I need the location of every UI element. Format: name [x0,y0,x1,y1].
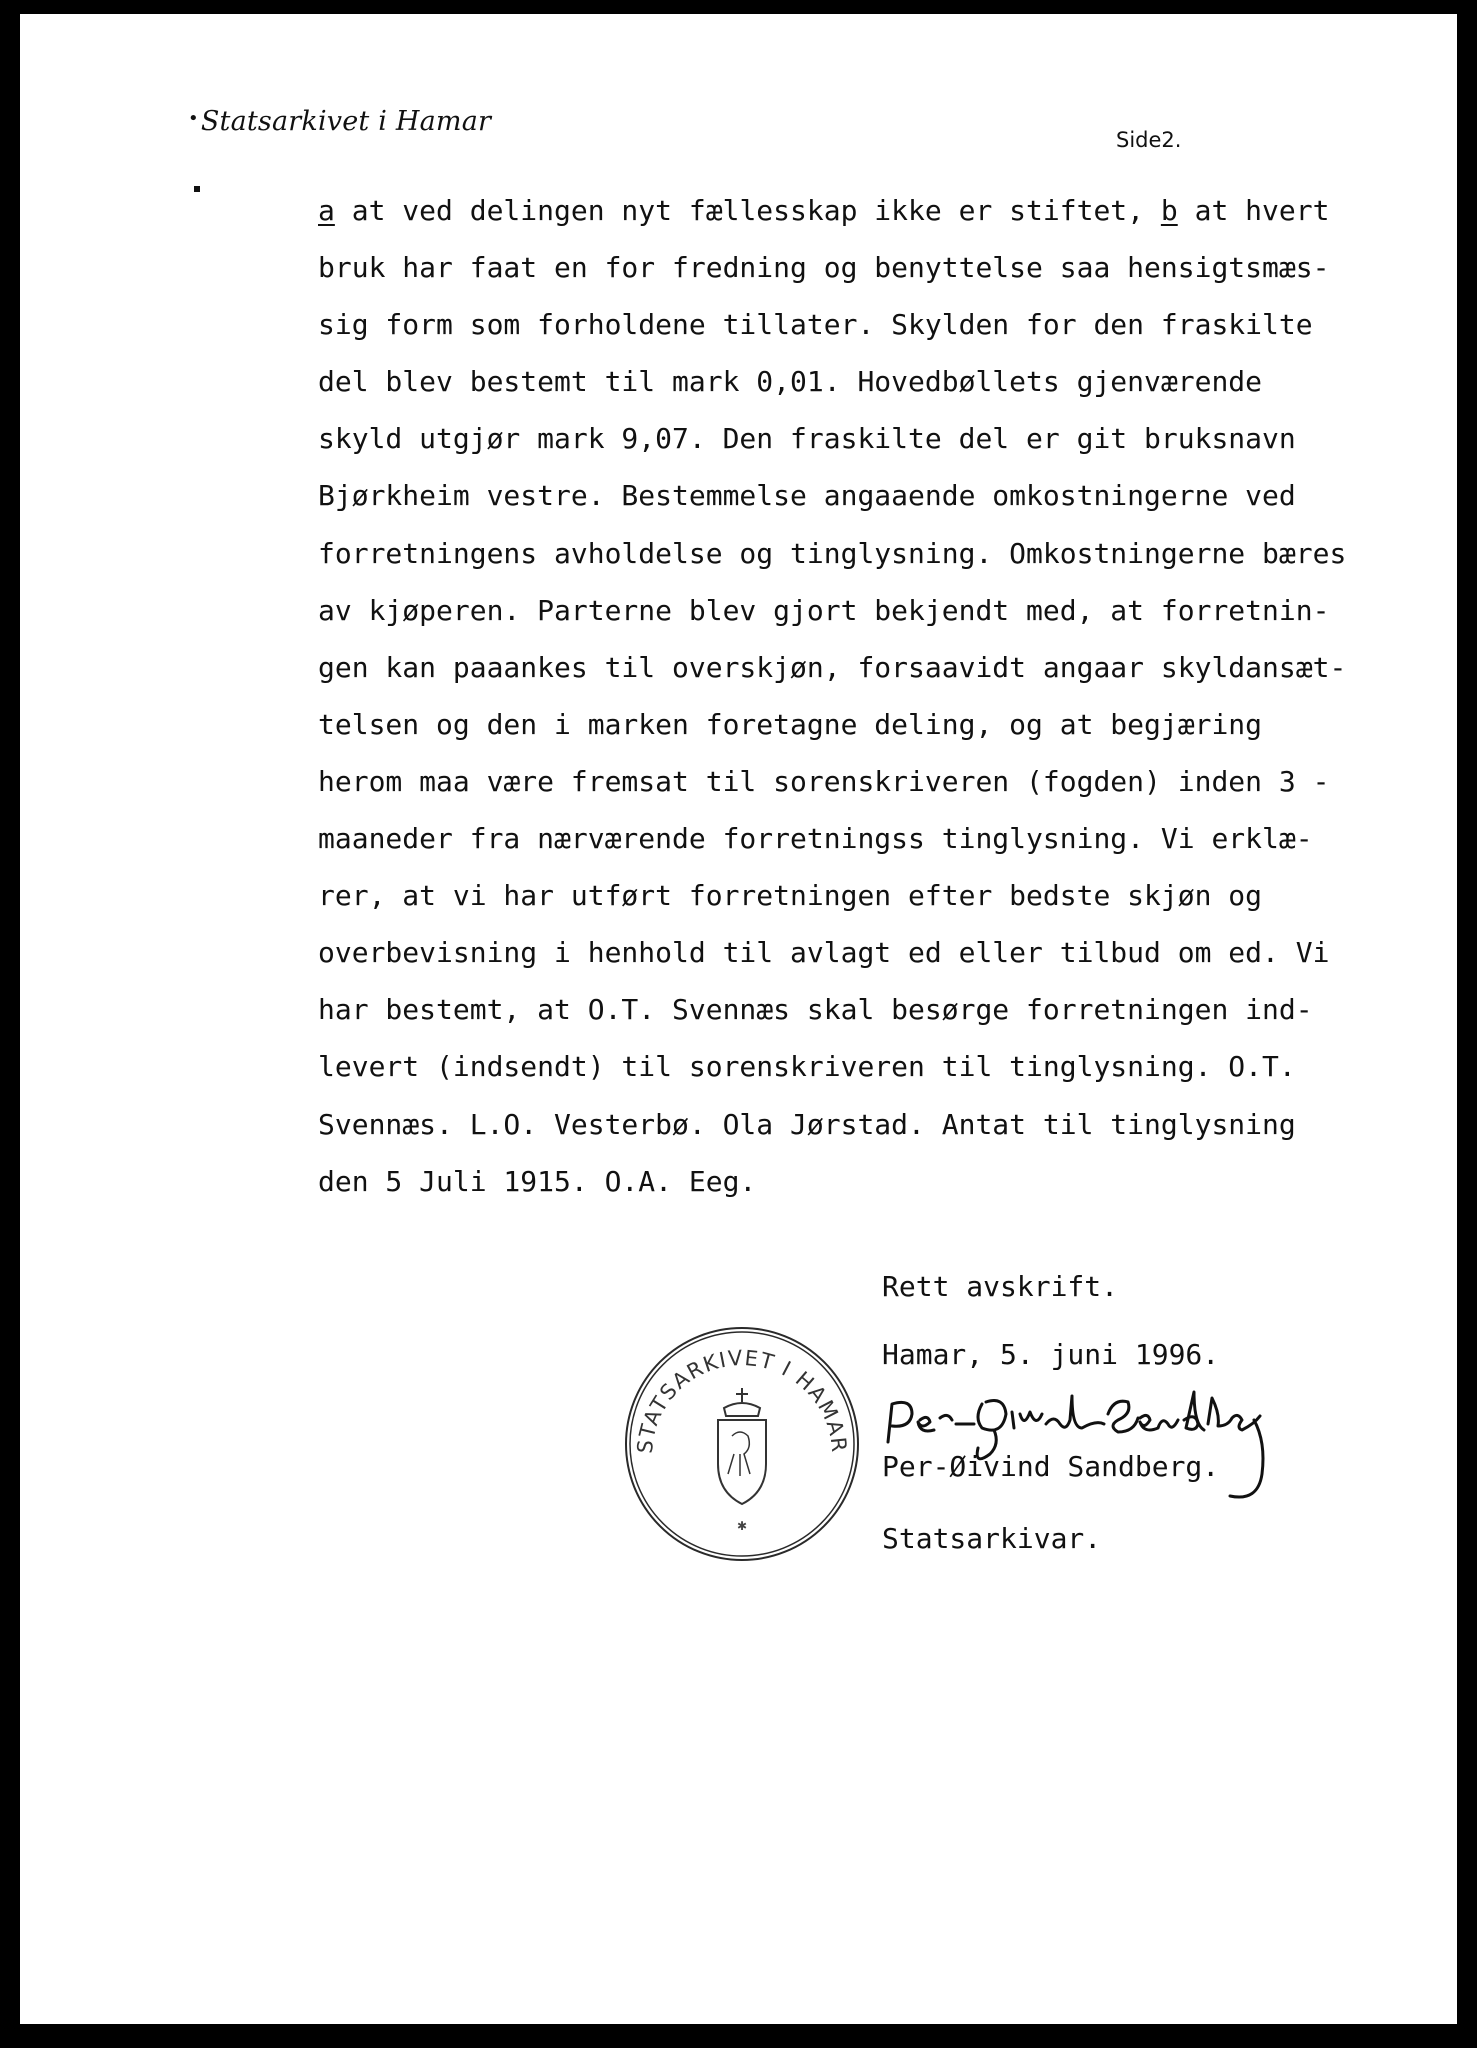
stamp-star-icon: ✱ [736,1519,748,1533]
archive-header [188,106,491,137]
text-segment: maaneder fra nærværende forretningss tinglysning. Vi erklæ- [318,822,1313,856]
body-line [318,1153,1378,1210]
body-line [318,753,1378,810]
body-line [318,239,1378,296]
coat-of-arms-icon [718,1388,766,1504]
text-segment: herom maa være fremsat til sorenskriveren (fogden) inden 3 - [318,764,1330,798]
body-line [318,182,1378,239]
body-line [318,867,1378,924]
body-line [318,1038,1378,1095]
text-segment: levert (indsendt) til sorenskriveren til tinglysning. O.T. [318,1050,1296,1084]
text-segment: har bestemt, at O.T. Svennæs skal besørge forretningen ind- [318,993,1313,1027]
text-segment: skyld utgjør mark 9,07. Den fraskilte del er git bruksnavn [318,422,1296,456]
place-date-line: Hamar, 5. juni 1996. [882,1338,1220,1371]
certification-line: Rett avskrift. [882,1270,1119,1303]
signatory-title: Statsarkivar. [882,1522,1102,1555]
body-line [318,467,1378,524]
header-bullet: • [188,108,199,129]
signatory-name: Per-Øivind Sandberg. [882,1450,1220,1483]
underlined-item-marker: a [318,194,335,227]
document-page [20,14,1457,2024]
margin-mark [194,186,200,192]
body-line [318,582,1378,639]
text-segment: del blev bestemt til mark 0,01. Hovedbøllets gjenværende [318,365,1263,399]
text-segment: Svennæs. L.O. Vesterbø. Ola Jørstad. Antat til tinglysning [318,1107,1296,1141]
text-segment: sig form som forholdene tillater. Skylden for den fraskilte [318,308,1313,342]
body-line [318,696,1378,753]
text-segment: telsen og den i marken foretagne deling, og at begjæring [318,707,1263,741]
body-line [318,810,1378,867]
body-line [318,924,1378,981]
body-line [318,1096,1378,1153]
page-number: Side2. [1116,128,1182,152]
text-segment: gen kan paaankes til overskjøn, forsaavidt angaar skyldansæt- [318,650,1347,684]
body-line [318,981,1378,1038]
body-text [318,182,1378,1210]
body-line [318,525,1378,582]
body-line [318,639,1378,696]
text-segment: at hvert [1177,194,1330,227]
text-segment: den 5 Juli 1915. O.A. Eeg. [318,1164,757,1198]
stamp-ring-text: STATSARKIVET I HAMAR [632,1345,852,1455]
body-line [318,353,1378,410]
text-segment: forretningens avholdelse og tinglysning. Omkostningerne bæres [318,536,1347,570]
text-segment: rer, at vi har utført forretningen efter bedste skjøn og [318,879,1263,913]
text-segment: Bjørkheim vestre. Bestemmelse angaaende omkostningerne ved [318,479,1296,513]
handwritten-signature [882,1384,1282,1524]
archive-seal-stamp [622,1324,862,1564]
text-segment: overbevisning i henhold til avlagt ed eller tilbud om ed. Vi [318,936,1330,970]
body-line [318,410,1378,467]
body-line [318,296,1378,353]
archive-name: Statsarkivet i Hamar [200,106,492,137]
underlined-item-marker: b [1160,194,1178,227]
text-segment: av kjøperen. Parterne blev gjort bekjendt med, at forretnin- [318,593,1330,627]
text-segment: at ved delingen nyt fællesskap ikke er stiftet, [334,194,1161,227]
text-segment: bruk har faat en for fredning og benyttelse saa hensigtsmæs- [318,251,1330,285]
